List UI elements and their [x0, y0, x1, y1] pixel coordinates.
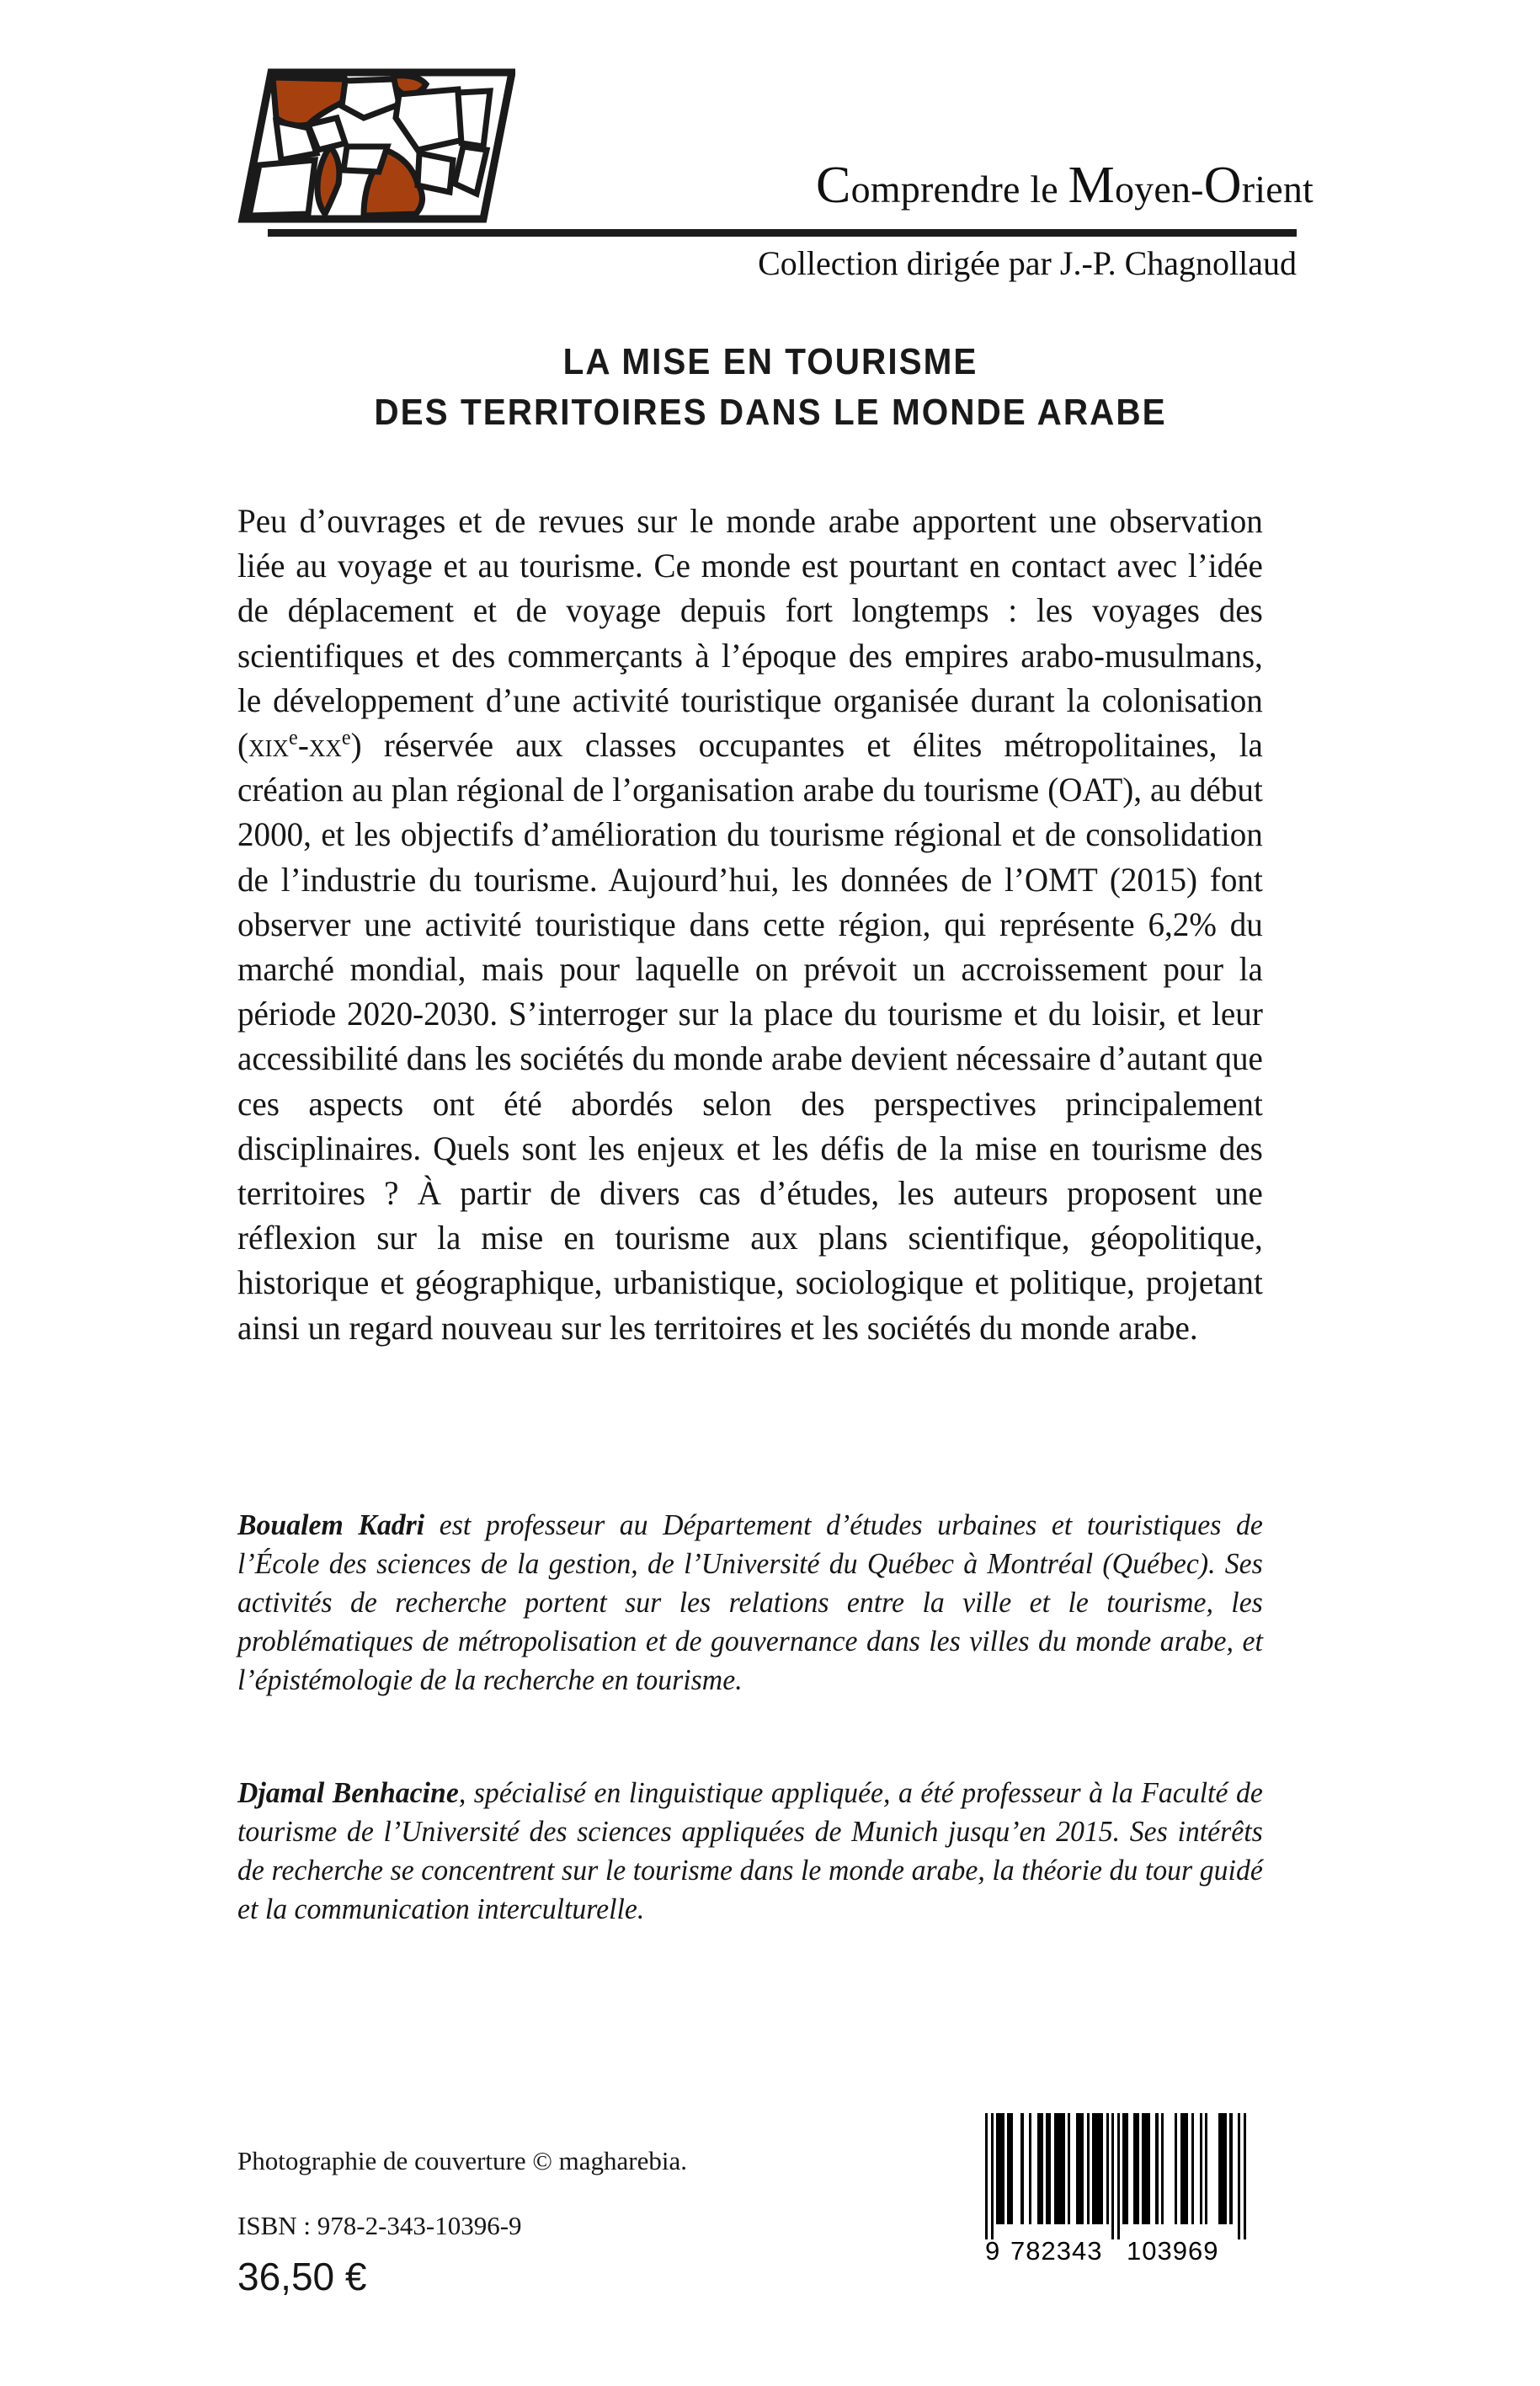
collection-title-cap-o: O: [1203, 157, 1242, 214]
barcode-group-1: 782343: [1010, 2236, 1103, 2266]
page-title-line-1: LA MISE EN TOURISME: [562, 341, 978, 382]
blurb-century-dash: -: [297, 726, 309, 765]
author-name-benhacine: Djamal Benhacine: [237, 1776, 459, 1809]
blurb-century-19-suffix: e: [289, 726, 298, 750]
barcode-lead-digit: 9: [985, 2236, 1001, 2266]
collection-title-cap-c: C: [816, 157, 851, 214]
blurb-part-2: ) réservée aux classes occupantes et élites métropolitaines, la création au plan régional de l’organisation arabe du tourisme (OAT), au début 2000, et les objectifs d’amélioration du tourisme régional et de consolidation de l’industrie du tourisme. Aujourd’hui, les données de l’OMT (2015) font observer une activité touristique dans cette région, qui représente 6,2% du marché mondial, mais pour laquelle on prévoit un accroissement pour la période 2020-2030. S’interroger sur la place du tourisme et du loisir, et leur accessibilité dans les sociétés du monde arabe devient nécessaire d’autant que ces aspects ont été abordés selon des perspectives principalement disciplinaires. Quels sont les enjeux et les défis de la mise en tourisme des territoires ? À partir de divers cas d’études, les auteurs proposent une réflexion sur la mise en tourisme aux plans scientifique, géopolitique, historique et géographique, urbanistique, sociologique et politique, projetant ainsi un regard nouveau sur les territoires et les sociétés du monde arabe.: [237, 726, 1263, 1347]
collection-title-part1: omprendre le: [850, 168, 1068, 211]
collection-header: [0, 0, 1540, 303]
author-bio-kadri-text: est professeur au Département d’études urbaines et touristiques de l’École des sciences de la gestion, de l’Université du Québec à Montréal (Québec). Ses activités de recherche portent sur les relations entre la ville et le tourisme, les problématiques de métropolisation et de gouvernance dans les villes du monde arabe, et l’épistémologie de la recherche en tourisme.: [237, 1508, 1263, 1696]
barcode: [985, 2113, 1246, 2275]
barcode-group-2: 103969: [1127, 2236, 1219, 2266]
author-bio-benhacine: [237, 1774, 1263, 1929]
blurb-century-19: xix: [248, 726, 290, 765]
isbn-text: ISBN : 978-2-343-10396-9: [237, 2211, 522, 2240]
collection-title-cap-m: M: [1068, 157, 1115, 214]
collection-editor: Collection dirigée par J.-P. Chagnollaud: [758, 244, 1297, 282]
blurb-part-1: Peu d’ouvrages et de revues sur le monde arabe apportent une observation liée au voyage et au tourisme. Ce monde est pourtant en contact avec l’idée de déplacement et de voyage depuis fort longtemps : les voyages des scientifiques et des commerçants à l’époque des empires arabo-musulmans, le développement d’une activité touristique organisée durant la colonisation (: [237, 502, 1263, 765]
page-title-line-2: DES TERRITOIRES DANS LE MONDE ARABE: [374, 392, 1167, 433]
price-text: 36,50 €: [237, 2255, 367, 2298]
photo-credit: Photographie de couverture © magharebia.: [237, 2146, 687, 2175]
header-divider-rule: [268, 229, 1297, 237]
author-bio-benhacine-text: , spécialisé en linguistique appliquée, a été professeur à la Faculté de tourisme de l’Université des sciences appliquées de Munich jusqu’en 2015. Ses intérêts de recherche se concentrent sur le tourisme dans le monde arabe, la théorie du tour guidé et la communication interculturelle.: [237, 1776, 1263, 1925]
blurb-paragraph: [237, 499, 1263, 1350]
collection-title-part2: oyen-: [1114, 168, 1204, 211]
blurb-century-20: xx: [308, 726, 342, 765]
barcode-bars: [985, 2113, 1246, 2239]
author-bio-kadri: [237, 1506, 1263, 1700]
collection-title-part3: rient: [1241, 168, 1314, 211]
author-name-kadri: Boualem Kadri: [237, 1508, 425, 1541]
barcode-digits: [985, 2236, 1246, 2270]
page-title: [279, 337, 1262, 438]
blurb-century-20-suffix: e: [341, 726, 351, 750]
collection-title: [472, 156, 1314, 216]
